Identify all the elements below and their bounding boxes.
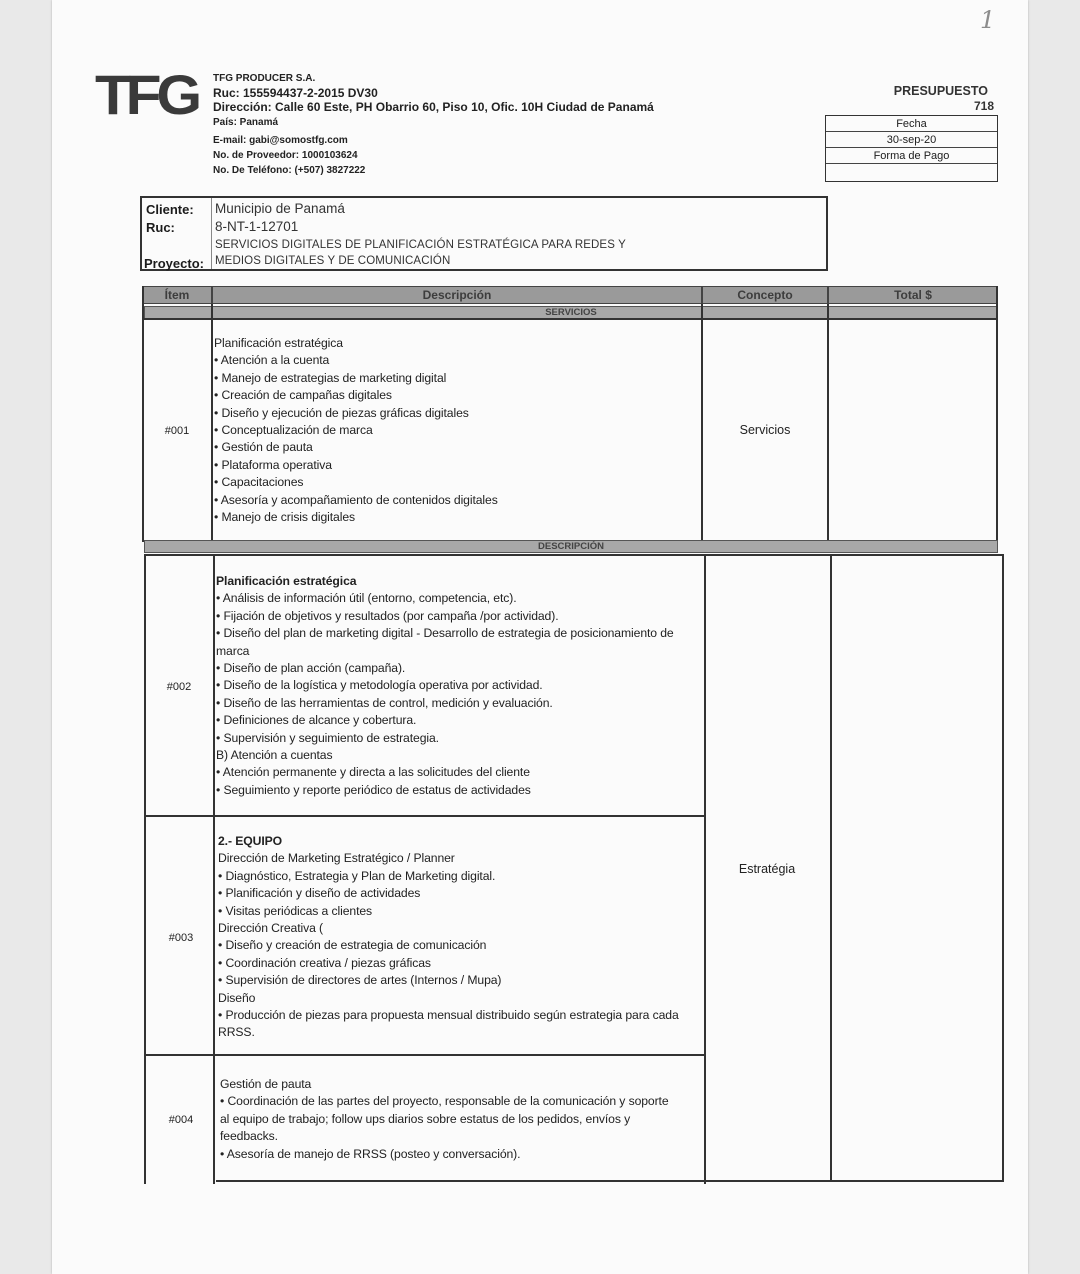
description-line: • Planificación y diseño de actividades: [218, 886, 421, 901]
description-line: • Definiciones de alcance y cobertura.: [216, 713, 417, 728]
header-concept: Concepto: [702, 286, 828, 304]
client-label: Cliente:: [146, 202, 194, 217]
description-line: • Diagnóstico, Estrategia y Plan de Marketing digital.: [218, 868, 496, 883]
description-line: • Asesoría y acompañamiento de contenidos digitales: [214, 492, 498, 507]
description-line: • Asesoría de manejo de RRSS (posteo y conversación).: [220, 1146, 521, 1161]
description-line: • Diseño del plan de marketing digital - Desarrollo de estrategia de posicionamiento de: [216, 626, 674, 641]
row-item-number: #003: [168, 932, 194, 944]
description-line: • Plataforma operativa: [214, 457, 332, 472]
description-line: • Análisis de información útil (entorno, competencia, etc).: [216, 591, 517, 606]
description-line: B) Atención a cuentas: [216, 748, 333, 763]
grid-line: [144, 318, 998, 320]
description-line: • Producción de piezas para propuesta mensual distribuido según estrategia para cada: [218, 1008, 679, 1023]
description-line: • Diseño de plan acción (campaña).: [216, 661, 406, 676]
description-title: 2.- EQUIPO: [218, 834, 283, 848]
company-info: [213, 71, 654, 178]
description-line: • Manejo de estrategias de marketing digital: [214, 370, 447, 385]
handwritten-page-mark: 1: [980, 6, 996, 34]
date-value: 30-sep-20: [826, 132, 997, 148]
description-line: • Diseño y ejecución de piezas gráficas digitales: [214, 405, 469, 420]
description-title: Planificación estratégica: [216, 574, 357, 588]
header-description: Descripción: [212, 286, 702, 304]
description-line: • Gestión de pauta: [214, 440, 313, 455]
grid-line: [996, 286, 998, 542]
description-line: Planificación estratégica: [214, 336, 343, 350]
company-provider-number: No. de Proveedor: 1000103624: [213, 150, 358, 161]
description-line: • Fijación de objetivos y resultados (por campaña /por actividad).: [216, 608, 559, 623]
description-line: feedbacks.: [220, 1129, 278, 1144]
budget-meta-box: [825, 115, 998, 182]
row-item-number: #001: [164, 425, 190, 437]
description-line: Dirección Creativa (: [218, 921, 324, 936]
description-line: • Atención a la cuenta: [214, 353, 330, 368]
description-line: • Atención permanente y directa a las solicitudes del cliente: [216, 765, 530, 780]
budget-title: PRESUPUESTO: [893, 84, 988, 98]
header-total: Total $: [828, 286, 998, 304]
grid-line: [146, 1054, 706, 1056]
grid-line: [144, 554, 1002, 556]
description-line: • Supervisión y seguimiento de estrategia.: [216, 730, 439, 745]
company-ruc: Ruc: 155594437-2-2015 DV30: [213, 86, 378, 100]
company-name: TFG PRODUCER S.A.: [213, 73, 316, 84]
description-line: • Creación de campañas digitales: [214, 388, 392, 403]
payment-value: [826, 164, 997, 180]
row-description: [216, 573, 674, 799]
row-description: [218, 833, 679, 1042]
concept-strategy: Estratégia: [738, 862, 796, 876]
client-box: [140, 196, 828, 271]
ruc-value: 8-NT-1-12701: [215, 219, 299, 234]
description-line: Diseño: [218, 990, 256, 1005]
description-line: Gestión de pauta: [220, 1077, 312, 1091]
company-logo: TFG: [95, 63, 197, 126]
description-line: • Diseño y creación de estrategia de comunicación: [218, 938, 487, 953]
grid-line: [216, 1180, 1004, 1182]
budget-table: [140, 284, 1006, 1184]
client-divider: [211, 198, 212, 269]
company-country: País: Panamá: [213, 117, 279, 128]
payment-label: Forma de Pago: [826, 148, 997, 164]
company-address: Dirección: Calle 60 Este, PH Obarrio 60, Piso 10, Ofic. 10H Ciudad de Panamá: [213, 100, 654, 114]
project-line-2: MEDIOS DIGITALES Y DE COMUNICACIÓN: [215, 255, 451, 267]
description-line: • Visitas periódicas a clientes: [218, 903, 373, 918]
row-item-number: #002: [166, 681, 192, 693]
description-line: • Conceptualización de marca: [214, 423, 373, 438]
project-line-1: SERVICIOS DIGITALES DE PLANIFICACIÓN ESTRATÉGICA PARA REDES Y: [215, 239, 626, 251]
description-line: • Coordinación creativa / piezas gráficas: [218, 955, 431, 970]
client-value: Municipio de Panamá: [215, 201, 345, 216]
description-line: • Seguimiento y reporte periódico de estatus de actividades: [216, 782, 531, 797]
description-line: Dirección de Marketing Estratégico / Planner: [218, 851, 455, 866]
band-description: DESCRIPCIÓN: [144, 540, 998, 553]
company-email: E-mail: gabi@somostfg.com: [213, 135, 348, 146]
grid-line: [144, 554, 146, 1184]
grid-line: [211, 304, 213, 542]
description-line: • Supervisión de directores de artes (Internos / Mupa): [218, 973, 502, 988]
description-line: • Diseño de la logística y metodología operativa por actividad.: [216, 678, 543, 693]
description-line: • Capacitaciones: [214, 475, 304, 490]
grid-line: [1002, 554, 1004, 1182]
description-line: RRSS.: [218, 1025, 255, 1040]
grid-line: [830, 554, 832, 1182]
header-item: Ítem: [142, 286, 212, 304]
project-label: Proyecto:: [144, 256, 204, 271]
concept-services: Servicios: [739, 423, 791, 437]
date-label: Fecha: [826, 116, 997, 132]
description-line: • Diseño de las herramientas de control, medición y evaluación.: [216, 695, 553, 710]
row-description: [220, 1076, 669, 1163]
grid-line: [144, 815, 706, 817]
description-line: marca: [216, 643, 250, 658]
row-item-number: #004: [168, 1114, 194, 1126]
row-description: [214, 335, 498, 526]
description-line: • Coordinación de las partes del proyecto, responsable de la comunicación y soporte: [220, 1094, 669, 1109]
ruc-label: Ruc:: [146, 220, 175, 235]
description-line: al equipo de trabajo; follow ups diarios sobre estatus de los pedidos, envíos y: [220, 1111, 631, 1126]
band-services: SERVICIOS: [144, 306, 998, 319]
grid-line: [142, 286, 144, 542]
description-line: • Manejo de crisis digitales: [214, 510, 356, 525]
company-phone: No. De Teléfono: (+507) 3827222: [213, 165, 366, 176]
budget-number: 718: [973, 99, 994, 113]
grid-line: [213, 554, 215, 1184]
